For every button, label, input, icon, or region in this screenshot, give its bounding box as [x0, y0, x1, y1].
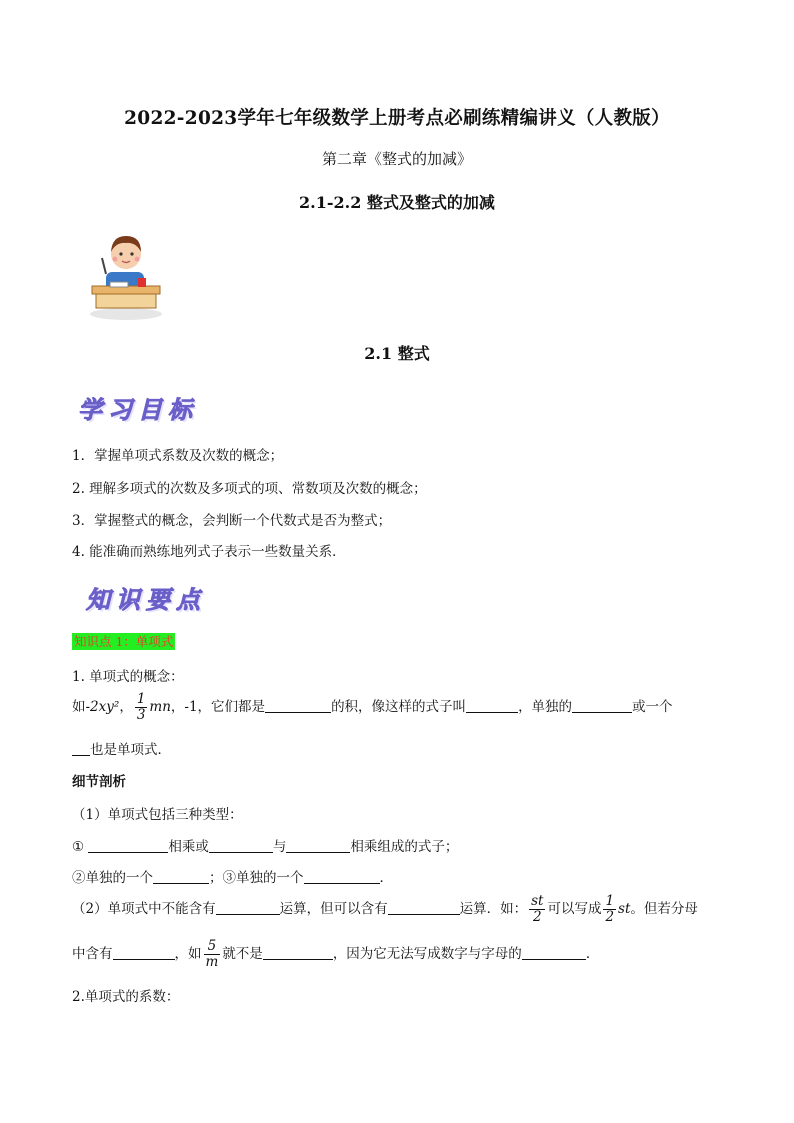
text: 或一个 — [632, 699, 673, 715]
math-expr: st — [618, 901, 631, 917]
text: 运算，但可以含有 — [279, 901, 388, 917]
text: ． — [379, 870, 393, 886]
knowledge-points-banner: 知识要点 — [86, 586, 206, 614]
objective-4: 4. 能准确而熟练地列式子表示一些数量关系． — [72, 544, 346, 560]
section-range-title: 2.1-2.2 整式及整式的加减 — [299, 193, 495, 212]
text: ① — [72, 839, 89, 855]
fill-blank[interactable] — [522, 944, 586, 960]
fill-blank[interactable] — [216, 899, 280, 915]
text: 可以写成 — [547, 901, 602, 917]
numerator: 5 — [204, 939, 221, 955]
fill-blank[interactable] — [153, 868, 209, 884]
fill-blank[interactable] — [304, 868, 380, 884]
section-title: 2.1 整式 — [364, 344, 430, 363]
text: ，单独的 — [518, 699, 573, 715]
denominator: 2 — [532, 909, 542, 925]
student-illustration — [86, 228, 166, 324]
text: ，-1，它们都是 — [170, 699, 266, 715]
fraction-st-over-2 — [529, 894, 545, 925]
text: 也是单项式． — [90, 742, 171, 758]
detail-line-3 — [72, 866, 393, 886]
text: 。但若分母 — [630, 901, 698, 917]
fill-blank[interactable] — [113, 944, 175, 960]
fill-blank[interactable] — [72, 740, 90, 756]
math-expr: -2xy² — [85, 699, 120, 715]
text: 运算．如： — [459, 901, 528, 917]
objective-3: 3．掌握整式的概念，会判断一个代数式是否为整式； — [72, 513, 392, 529]
fill-blank[interactable] — [286, 837, 350, 853]
numerator: st — [531, 893, 544, 909]
document-title: 2022-2023学年七年级数学上册考点必刷练精编讲义（人教版） — [124, 108, 670, 129]
text: ，因为它无法写成数字与字母的 — [332, 946, 522, 962]
objective-2: 2. 理解多项式的次数及多项式的项、常数项及次数的概念； — [72, 481, 427, 497]
denominator: 2 — [605, 909, 615, 925]
learning-objectives-banner: 学习目标 — [78, 396, 198, 424]
numerator: 1 — [605, 893, 615, 909]
fraction-one-third — [135, 692, 148, 723]
text: 中含有 — [72, 946, 113, 962]
detail-heading: 细节剖析 — [72, 774, 126, 790]
text: ，如 — [174, 946, 202, 962]
concept-line-1 — [72, 690, 673, 724]
text: ， — [119, 699, 133, 715]
text: 就不是 — [222, 946, 263, 962]
text: 的积，像这样的式子叫 — [331, 699, 467, 715]
detail-line-4 — [72, 892, 698, 926]
fill-blank[interactable] — [265, 697, 331, 713]
text: 相乘或 — [168, 839, 209, 855]
knowledge-point-label — [72, 632, 175, 650]
fill-blank[interactable] — [466, 697, 518, 713]
coefficient-heading: 2.单项式的系数： — [72, 989, 180, 1005]
denominator: m — [205, 954, 219, 970]
fraction-one-half — [603, 894, 616, 925]
text: ；③单独的一个 — [209, 870, 304, 886]
knowledge-point-highlight: 知识点 1：单项式 — [74, 634, 174, 649]
concept-heading: 1. 单项式的概念： — [72, 669, 184, 685]
math-expr: mn — [149, 699, 171, 715]
fill-blank[interactable] — [572, 697, 632, 713]
text: ②单独的一个 — [72, 870, 153, 886]
concept-line-2 — [72, 738, 171, 758]
denominator: 3 — [136, 707, 146, 723]
fill-blank[interactable] — [209, 837, 273, 853]
detail-line-5 — [72, 937, 599, 971]
objective-1: 1．掌握单项式系数及次数的概念； — [72, 448, 284, 464]
text: 与 — [272, 839, 287, 855]
fill-blank[interactable] — [263, 944, 333, 960]
fraction-5-over-m — [204, 939, 221, 970]
detail-line-2 — [72, 835, 458, 855]
text: ． — [585, 946, 600, 962]
fill-blank[interactable] — [88, 837, 168, 853]
text: 相乘组成的式子； — [350, 839, 459, 855]
detail-line-1: （1）单项式包括三种类型： — [72, 807, 243, 823]
fill-blank[interactable] — [388, 899, 460, 915]
text: 如 — [72, 699, 86, 715]
text: （2）单项式中不能含有 — [72, 901, 216, 917]
numerator: 1 — [136, 691, 146, 707]
chapter-title: 第二章《整式的加减》 — [321, 150, 472, 168]
